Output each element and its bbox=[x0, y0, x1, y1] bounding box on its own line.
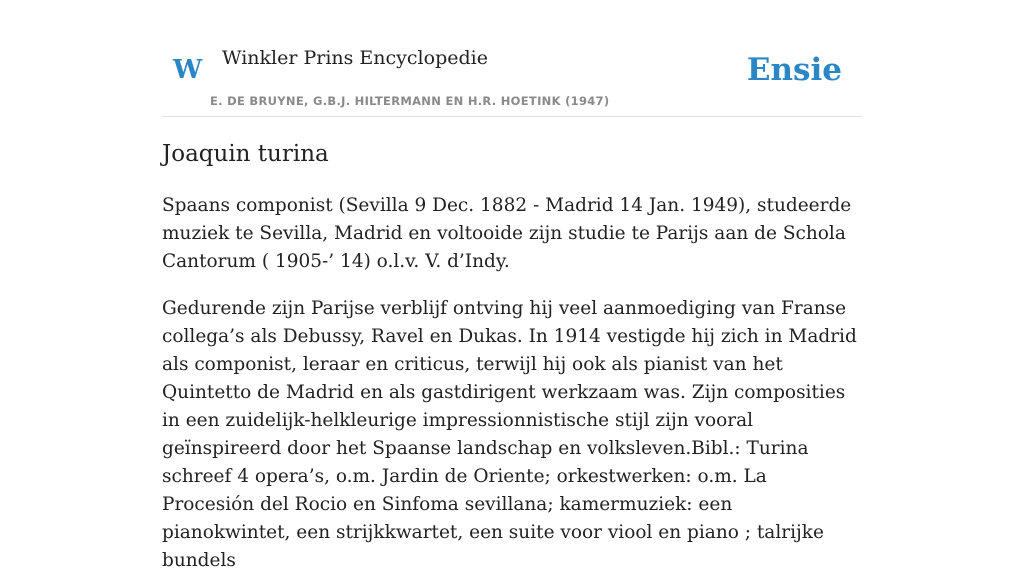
ensie-brand-logo[interactable]: Ensie bbox=[746, 52, 842, 88]
publication-header bbox=[162, 0, 862, 117]
article-title: Joaquin turina bbox=[162, 141, 329, 167]
publication-authors: E. DE BRUYNE, G.B.J. HILTERMANN EN H.R. HOETINK (1947) bbox=[210, 94, 610, 108]
article bbox=[162, 136, 862, 575]
publication-logo-icon: W bbox=[173, 55, 203, 85]
article-paragraph-1: Spaans componist (Sevilla 9 Dec. 1882 - Madrid 14 Jan. 1949), studeerde muziek te Sevilla, Madrid en voltooide zijn studie te Parijs aan de Schola Cantorum ( 1905-’ 14) o.l.v. V. d’Indy. bbox=[162, 195, 852, 272]
article-paragraph-2: Gedurende zijn Parijse verblijf ontving hij veel aanmoediging van Franse collega’s als Debussy, Ravel en Dukas. In 1914 vestigde hij zich in Madrid als componist, leraar en criticus, terwijl hij ook als pianist van het Quintetto de Madrid en als gastdirigent werkzaam was. Zijn composities in een zuidelijk-helkleurige impressionnistische stijl zijn vooral geïnspireerd door het Spaanse landschap en volksleven.Bibl.: Turina schreef 4 opera’s, o.m. Jardin de Oriente; orkestwerken: o.m. La Procesión del Rocio en Sinfoma sevillana; kamermuziek: een pianokwintet, een strijkkwartet, een suite voor viool en piano ; talrijke bundels bbox=[162, 298, 857, 571]
publication-title[interactable]: Winkler Prins Encyclopedie bbox=[222, 47, 488, 69]
